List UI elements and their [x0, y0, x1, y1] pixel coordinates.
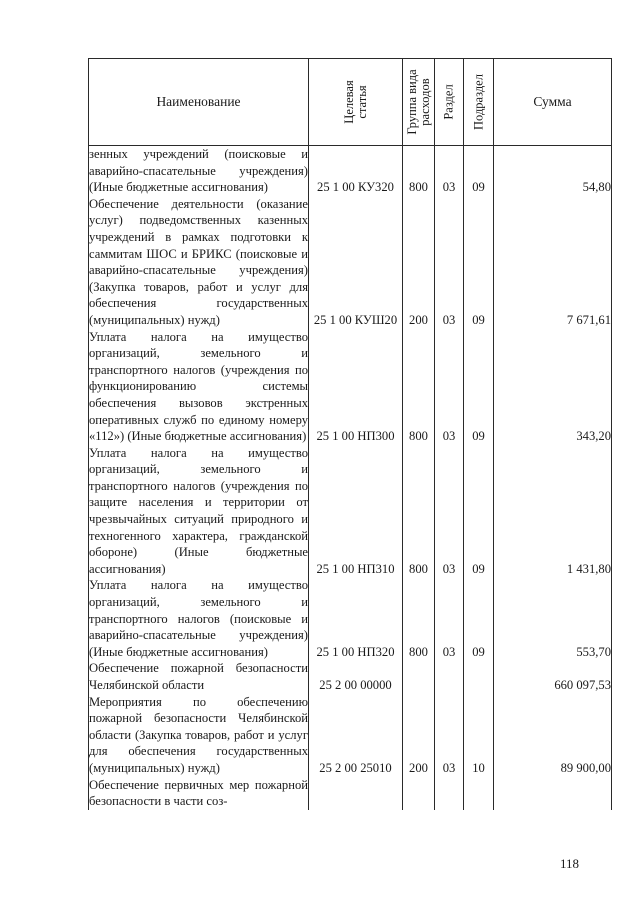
header-code-cell — [309, 59, 403, 146]
row-target-code: 25 1 00 НП320 — [309, 577, 403, 660]
row-section: 03 — [435, 146, 464, 196]
row-target-code — [309, 777, 403, 810]
row-section: 03 — [435, 445, 464, 578]
header-name: Наименование — [89, 59, 309, 146]
row-sum — [494, 777, 612, 810]
row-target-code: 25 2 00 00000 — [309, 660, 403, 693]
header-group: Группа вида расходов — [404, 69, 432, 135]
row-target-code: 25 1 00 НП310 — [309, 445, 403, 578]
header-subsection: Подраздел — [471, 74, 485, 130]
table-row — [89, 694, 612, 777]
row-name: Уплата налога на имущество организаций, земельного и транспортного налогов (учреждения по функционированию системы обеспечения вызовов экстренных оперативных служб по единому номеру «112») (Иные бюджетные ассигнования) — [89, 329, 308, 444]
header-group-cell — [403, 59, 435, 146]
row-sum: 553,70 — [494, 577, 612, 660]
page-number: 118 — [560, 856, 580, 871]
header-sum: Сумма — [494, 59, 612, 146]
row-sum: 7 671,61 — [494, 196, 612, 329]
table-header-row — [89, 59, 612, 146]
header-code: Целевая статья — [341, 80, 369, 124]
row-subsection: 09 — [464, 445, 494, 578]
row-sum: 54,80 — [494, 146, 612, 196]
row-expense-group: 800 — [403, 329, 435, 445]
row-name: зенных учреждений (поисковые и аварийно-спасательные учреждения) (Иные бюджетные ассигнования) — [89, 147, 308, 195]
row-subsection: 09 — [464, 146, 494, 196]
row-name: Уплата налога на имущество организаций, земельного и транспортного налогов (учреждения по защите населения и территории от чрезвычайных ситуаций природного и техногенного характера, гражданской обороне) (Иные бюджетные ассигнования) — [89, 445, 308, 576]
row-subsection — [464, 660, 494, 693]
row-expense-group: 800 — [403, 146, 435, 196]
row-section: 03 — [435, 577, 464, 660]
row-section — [435, 660, 464, 693]
row-sum: 89 900,00 — [494, 694, 612, 777]
row-sum: 343,20 — [494, 329, 612, 445]
row-target-code: 25 1 00 КУШ20 — [309, 196, 403, 329]
row-name: Уплата налога на имущество организаций, земельного и транспортного налогов (поисковые и аварийно-спасательные учреждения) (Иные бюджетные ассигнования) — [89, 578, 308, 659]
row-expense-group — [403, 660, 435, 693]
budget-table — [88, 58, 612, 810]
row-section: 03 — [435, 196, 464, 329]
table-row — [89, 196, 612, 329]
table-row — [89, 146, 612, 196]
row-subsection — [464, 777, 494, 810]
row-sum: 1 431,80 — [494, 445, 612, 578]
row-expense-group: 200 — [403, 196, 435, 329]
table-row — [89, 577, 612, 660]
row-name: Обеспечение деятельности (оказание услуг) подведомственных казенных учреждений в рамках подготовки к саммитам ШОС и БРИКС (поисковые и аварийно-спасательные учреждения) (Закупка товаров, работ и услуг для обеспечения государственных (муниципальных) нужд) — [89, 196, 308, 327]
row-subsection: 09 — [464, 329, 494, 445]
row-section: 03 — [435, 329, 464, 445]
table-row — [89, 660, 612, 693]
row-expense-group: 200 — [403, 694, 435, 777]
row-section — [435, 777, 464, 810]
header-section-cell — [435, 59, 464, 146]
row-section: 03 — [435, 694, 464, 777]
row-sum: 660 097,53 — [494, 660, 612, 693]
header-subsection-cell — [464, 59, 494, 146]
row-expense-group: 800 — [403, 445, 435, 578]
row-subsection: 10 — [464, 694, 494, 777]
table-row — [89, 777, 612, 810]
row-subsection: 09 — [464, 577, 494, 660]
row-target-code: 25 1 00 КУ320 — [309, 146, 403, 196]
row-target-code: 25 1 00 НП300 — [309, 329, 403, 445]
row-name: Мероприятия по обеспечению пожарной безопасности Челябинской области (Закупка товаров, работ и услуг для обеспечения государственных (муниципальных) нужд) — [89, 694, 308, 775]
row-name: Обеспечение первичных мер пожарной безопасности в части соз- — [89, 777, 308, 809]
row-subsection: 09 — [464, 196, 494, 329]
row-expense-group — [403, 777, 435, 810]
row-target-code: 25 2 00 25010 — [309, 694, 403, 777]
row-expense-group: 800 — [403, 577, 435, 660]
table-row — [89, 445, 612, 578]
row-name: Обеспечение пожарной безопасности Челябинской области — [89, 661, 308, 692]
table-row — [89, 329, 612, 445]
header-section: Раздел — [441, 84, 456, 120]
